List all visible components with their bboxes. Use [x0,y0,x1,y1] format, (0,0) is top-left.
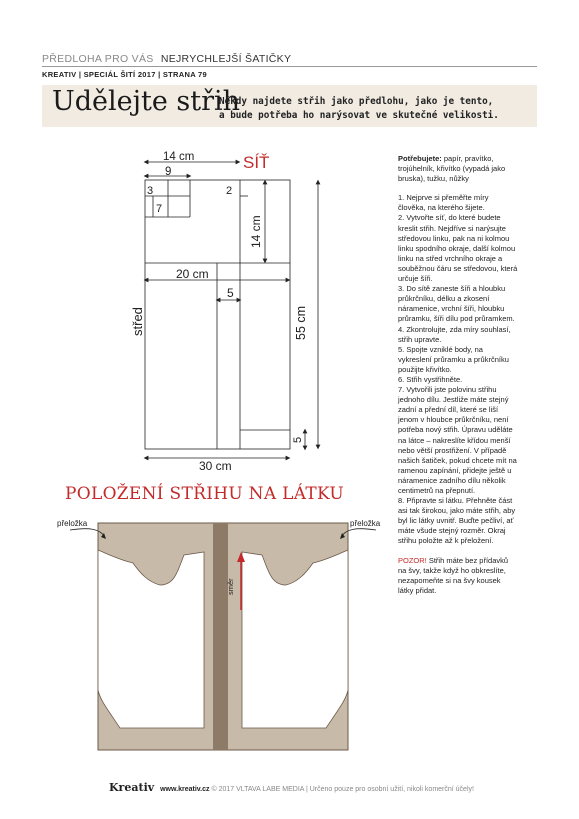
banner-line-1: Někdy najdete střih jako předlohu, jako je tento, [219,96,494,107]
step-5: 5. Spojte vzniklé body, na vykreslení průramku a průkrčníku použijte křivítko. [398,344,509,374]
dim-55: 55 cm [294,305,308,340]
header-subline: KREATIV | SPECIÁL ŠITÍ 2017 | STRANA 79 [42,70,207,79]
needs-label: Potřebujete: [398,154,442,163]
dim-5-mid: 5 [227,286,234,300]
note-text: Střih máte bez přídavků na švy, takže když ho obkreslíte, nezapomeňte si na švy kousek látky přidat. [398,555,509,595]
dim-2: 2 [226,185,233,197]
step-7: 7. Vytvořili jste polovinu střihu jednoho dílu. Jestliže máte stejný zadní a přední díl, které se liší jenom v hloubce průkrčníku, není potřeba nový střih. Úpravu uděláte na látce – nakreslíte křídou menší nebo větší prostřižení. V případě našich šatiček, pokud chcete mít na ramenou zapínání, přidejte ještě u náramenice zadního dílu několik centimetrů na přepnutí. [398,385,517,495]
dim-7: 7 [156,203,163,215]
footer-web-link[interactable]: www.kreativ.cz [160,786,210,793]
placement-title: POLOŽENÍ STŘIHU NA LÁTKU [65,484,345,504]
step-3: 3. Do sítě zaneste šíři a hloubku průkrčníku, délku a zkosení náramenice, vrchní šíři, hloubku průramku, šíři dílu pod průramkem. [398,284,515,324]
note-label: POZOR! [398,555,427,565]
dim-9: 9 [165,166,172,178]
dim-5-bottom: 5 [292,436,304,443]
banner-title: Udělejte střih [52,86,241,117]
step-6: 6. Střih vystřihněte. [398,374,463,384]
footer-brand-logo: Kreativ [109,781,155,794]
instructions-column [398,154,518,605]
banner-line-2: a bude potřeba ho narýsovat ve skutečné velikosti. [219,110,499,121]
grain-label: směr [226,578,235,595]
fold-label-left: přeložka [57,519,88,528]
footer-copyright: © 2017 VLTAVA LABE MEDIA | Určeno pouze pro osobní užití, nikoli komerční účely! [211,786,474,793]
dim-14-top: 14 cm [163,151,195,163]
dim-30: 30 cm [199,459,232,473]
dim-14-side: 14 cm [249,215,263,248]
note-paragraph [398,556,518,596]
step-4: 4. Zkontrolujte, zda míry souhlasí, střih upravte. [398,324,511,344]
dim-20: 20 cm [176,267,209,281]
center-label: střed [130,307,145,336]
dim-3: 3 [147,185,154,197]
page-footer [109,781,474,794]
step-1: 1. Nejprve si přeměřte míry člověka, na kterého šijete. [398,193,489,213]
fold-strip [213,523,228,750]
fold-label-right: přeložka [350,519,381,528]
header-section: PŘEDLOHA PRO VÁS [42,53,154,65]
step-8: 8. Připravte si látku. Přehněte část asi tak širokou, jako máte střih, aby byl lic látky uvnitř. Buďte pečliví, ať máte všude stejný rozměr. Okraj střihu položte až k přeložení. [398,496,516,546]
grid-title: SÍŤ [243,153,270,172]
needs-paragraph [398,154,518,184]
needs-text: papír, pravítko, trojúhelník, křivítko (vypadá jako bruska), tužku, nůžky [398,154,506,184]
step-2: 2. Vytvořte síť, do které budete kreslit střih. Nejdříve si narýsujte středovou linku, pak na ni kolmou linku spodního okraje, další kolmou linku na střed vrchního okraje a souběžnou čáru se středovou, která určuje šíři. [398,213,518,284]
header-title: NEJRYCHLEJŠÍ ŠATIČKY [160,53,292,65]
